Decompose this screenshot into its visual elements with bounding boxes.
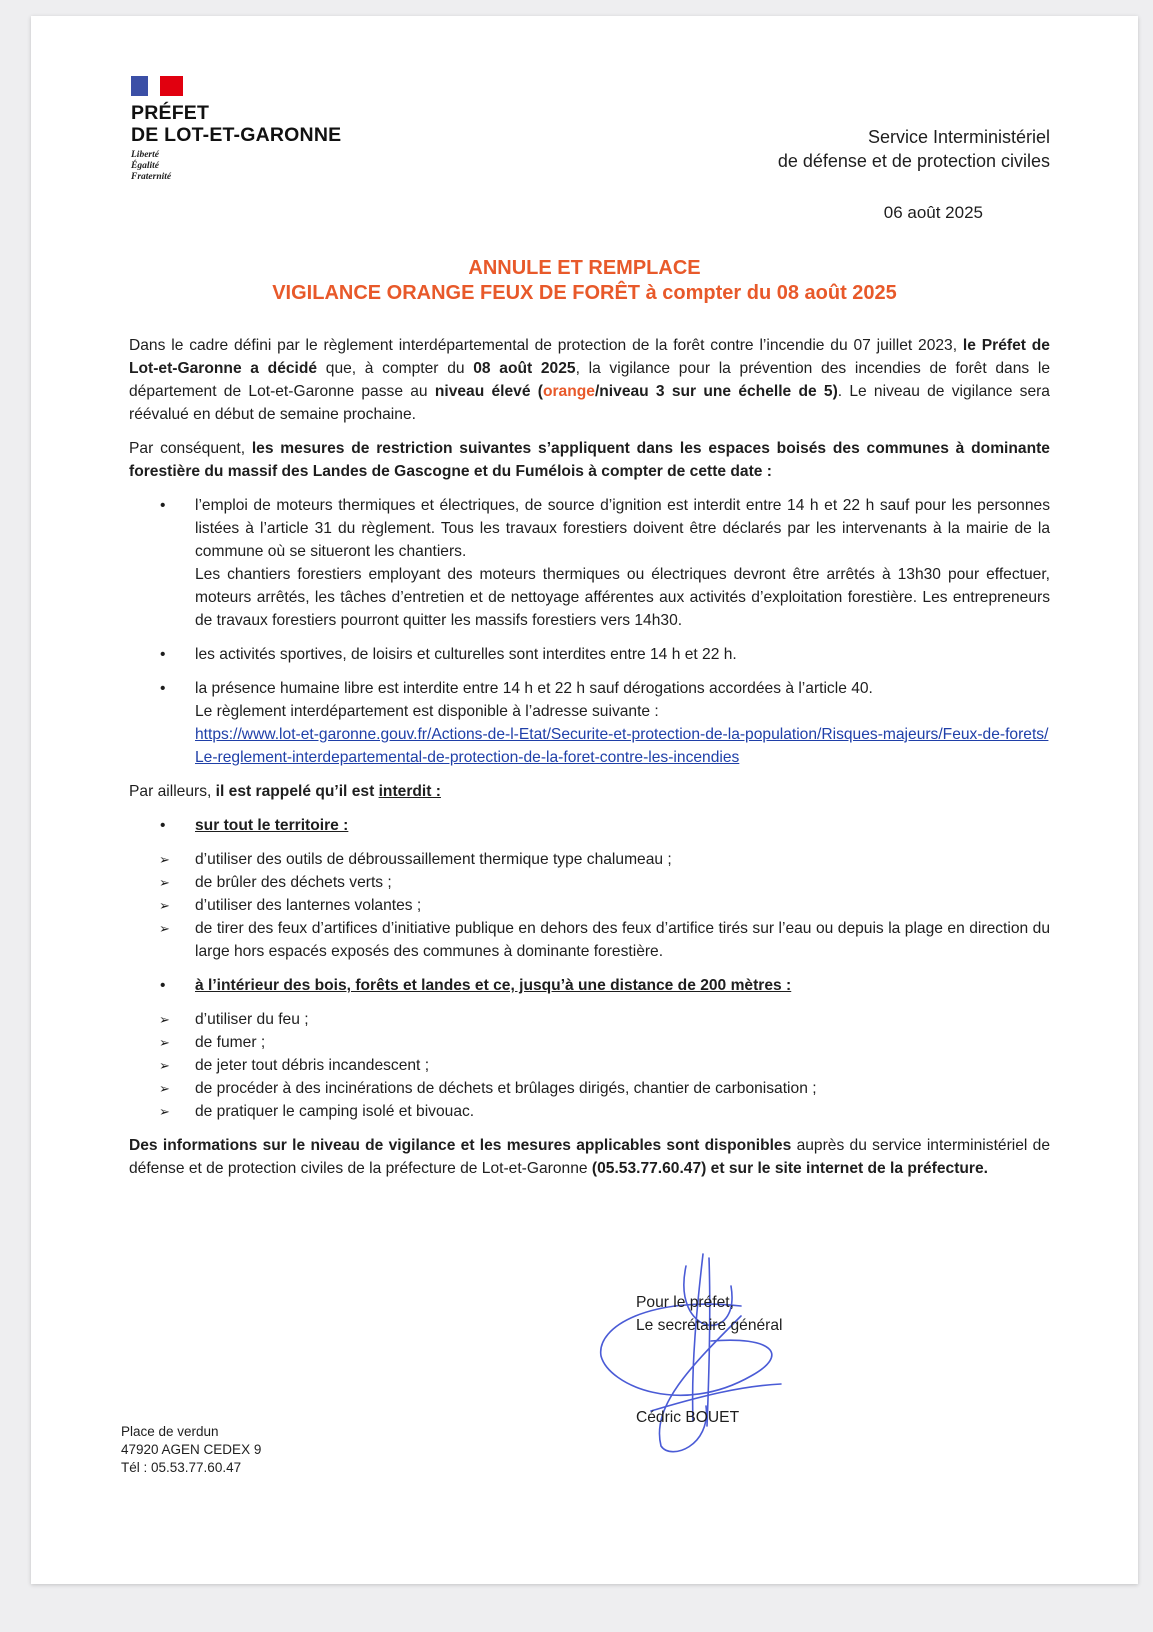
arrow-bullet-icon: ➢ <box>159 1058 170 1073</box>
address-block <box>121 1423 261 1477</box>
arrow-bullet-icon: ➢ <box>159 1104 170 1119</box>
list-item <box>129 894 1050 917</box>
activities-text: les activités sportives, de loisirs et culturelles sont interdites entre 14 h et 22 h. <box>195 646 737 663</box>
list-item <box>129 1054 1050 1077</box>
reminder-paragraph <box>129 780 1050 803</box>
reminder-underlined: interdit : <box>378 783 441 800</box>
consequence-text: Par conséquent, <box>129 440 252 457</box>
intro-text-1: Dans le cadre défini par le règlement interdépartemental de protection de la forêt contre l’incendie du 07 juillet 2023, <box>129 337 963 354</box>
list-item-text: d’utiliser des lanternes volantes ; <box>195 897 422 914</box>
intro-paragraph <box>129 334 1050 426</box>
motto-liberte: Liberté <box>131 150 159 160</box>
prefecture-name-line1: PRÉFET <box>131 102 210 124</box>
motto-egalite: Égalité <box>131 161 159 171</box>
list-item <box>129 1100 1050 1123</box>
reminder-bold: il est rappelé qu’il est <box>215 783 379 800</box>
restriction-item-presence <box>129 677 1050 769</box>
signature-block <box>636 1291 783 1429</box>
list-item-text: de fumer ; <box>195 1034 266 1051</box>
intro-bold-level: niveau élevé ( <box>434 383 543 400</box>
engines-text: l’emploi de moteurs thermiques et électriques, de source d’ignition est interdit entre 14 h et 22 h sauf pour les personnes listées à l’article 31 du règlement. Tous les travaux forestiers doivent être déclarés par les intervenants à la mairie de la commune où se situeront les chantiers. <box>195 497 1050 560</box>
woods-list <box>129 1008 1050 1123</box>
title-line2: VIGILANCE ORANGE FEUX DE FORÊT à compter du 08 août 2025 <box>272 282 897 304</box>
list-item-text: d’utiliser du feu ; <box>195 1011 309 1028</box>
arrow-bullet-icon: ➢ <box>159 1035 170 1050</box>
reminder-text: Par ailleurs, <box>129 783 216 800</box>
info-paragraph <box>129 1134 1050 1180</box>
intro-text-2: que, à compter du <box>317 360 474 377</box>
list-item <box>129 871 1050 894</box>
signature-line1: Pour le préfet, <box>636 1294 734 1311</box>
bullet-icon: • <box>160 680 166 697</box>
bullet-icon: • <box>160 817 166 834</box>
address-line2: 47920 AGEN CEDEX 9 <box>121 1442 262 1457</box>
restriction-item-engines <box>129 494 1050 632</box>
service-line1: Service Interministériel <box>867 127 1050 147</box>
document-date: 06 août 2025 <box>883 203 983 222</box>
consequence-bold: les mesures de restriction suivantes s’appliquent dans les espaces boisés des communes à dominante forestière du massif des Landes de Gascogne et du Fumélois à compter de cette date : <box>129 440 1050 480</box>
woods-heading-item <box>129 974 1050 997</box>
restriction-item-activities <box>129 643 1050 666</box>
territory-heading-item <box>129 814 1050 837</box>
list-item-text: de brûler des déchets verts ; <box>195 874 392 891</box>
intro-orange-word: orange <box>542 383 595 400</box>
territory-list <box>129 848 1050 963</box>
info-bold-2: (05.53.77.60.47) et sur le site internet de la préfecture. <box>591 1160 988 1177</box>
intro-bold-date: 08 août 2025 <box>473 360 576 377</box>
list-item <box>129 917 1050 963</box>
service-name <box>778 125 1050 173</box>
prefecture-logo <box>131 76 341 183</box>
arrow-bullet-icon: ➢ <box>159 1081 170 1096</box>
marianne-flag-icon <box>131 76 183 96</box>
address-line1: Place de verdun <box>121 1424 219 1439</box>
document-page <box>31 16 1138 1584</box>
regulation-text: Le règlement interdépartement est disponible à l’adresse suivante : <box>195 703 659 720</box>
bullet-icon: • <box>160 497 166 514</box>
document-body <box>129 334 1050 1191</box>
republic-motto <box>131 150 341 183</box>
list-item-text: de procéder à des incinérations de déchets et brûlages dirigés, chantier de carbonisation ; <box>195 1080 817 1097</box>
worksites-text: Les chantiers forestiers employant des moteurs thermiques ou électriques devront être arrêtés à 13h30 pour effectuer, moteurs arrêtés, les tâches d’entretien et de nettoyage afférentes aux activités d’exploitation forestière. Les entrepreneurs de travaux forestiers pourront quitter les massifs forestiers vers 14h30. <box>195 566 1050 629</box>
bullet-icon: • <box>160 646 166 663</box>
regulation-link[interactable]: https://www.lot-et-garonne.gouv.fr/Actions-de-l-Etat/Securite-et-protection-de-la-population/Risques-majeurs/Feux-de-forets/Le-reglement-interdepartemental-de-protection-de-la-foret-contre-les-incendies <box>195 726 1049 766</box>
list-item <box>129 1077 1050 1100</box>
signatory-name: Cédric BOUET <box>636 1409 740 1426</box>
service-line2: de défense et de protection civiles <box>777 151 1050 171</box>
motto-fraternite: Fraternité <box>131 172 172 182</box>
address-phone: Tél : 05.53.77.60.47 <box>121 1460 242 1475</box>
info-bold-1: Des informations sur le niveau de vigilance et les mesures applicables sont disponibles <box>129 1137 792 1154</box>
list-item-text: de pratiquer le camping isolé et bivouac. <box>195 1103 475 1120</box>
arrow-bullet-icon: ➢ <box>159 875 170 890</box>
bullet-icon: • <box>160 977 166 994</box>
consequence-paragraph <box>129 437 1050 483</box>
list-item-text: de jeter tout débris incandescent ; <box>195 1057 430 1074</box>
arrow-bullet-icon: ➢ <box>159 898 170 913</box>
arrow-bullet-icon: ➢ <box>159 1012 170 1027</box>
intro-text-3: , la vigilance pour la prévention des incendies de forêt dans le département de Lot-et-Garonne passe au <box>129 360 1051 400</box>
prefecture-name-line2: DE LOT-ET-GARONNE <box>131 124 342 146</box>
list-item-text: d’utiliser des outils de débroussaillement thermique type chalumeau ; <box>195 851 672 868</box>
woods-heading: à l’intérieur des bois, forêts et landes et ce, jusqu’à une distance de 200 mètres : <box>195 977 792 994</box>
arrow-bullet-icon: ➢ <box>159 852 170 867</box>
intro-bold-scale: /niveau 3 sur une échelle de 5) <box>594 383 838 400</box>
list-item <box>129 1008 1050 1031</box>
list-item-text: de tirer des feux d’artifices d’initiative publique en dehors des feux d’artifice tirés sur l’eau ou depuis la plage en direction du large hors espacés exposés des communes à dominante forestière. <box>195 920 1050 960</box>
title-line1: ANNULE ET REMPLACE <box>468 257 701 279</box>
signature-line2: Le secrétaire général <box>636 1317 783 1334</box>
document-title <box>31 256 1138 306</box>
info-text: auprès du service interministériel de défense et de protection civiles de la préfecture de Lot-et-Garonne <box>129 1137 1050 1177</box>
list-item <box>129 848 1050 871</box>
presence-text: la présence humaine libre est interdite entre 14 h et 22 h sauf dérogations accordées à l’article 40. <box>195 680 873 697</box>
list-item <box>129 1031 1050 1054</box>
intro-bold-1: le Préfet de Lot-et-Garonne a décidé <box>129 337 1050 377</box>
territory-heading: sur tout le territoire : <box>195 817 349 834</box>
arrow-bullet-icon: ➢ <box>159 921 170 936</box>
intro-text-4: . Le niveau de vigilance sera réévalué en début de semaine prochaine. <box>129 383 1050 423</box>
